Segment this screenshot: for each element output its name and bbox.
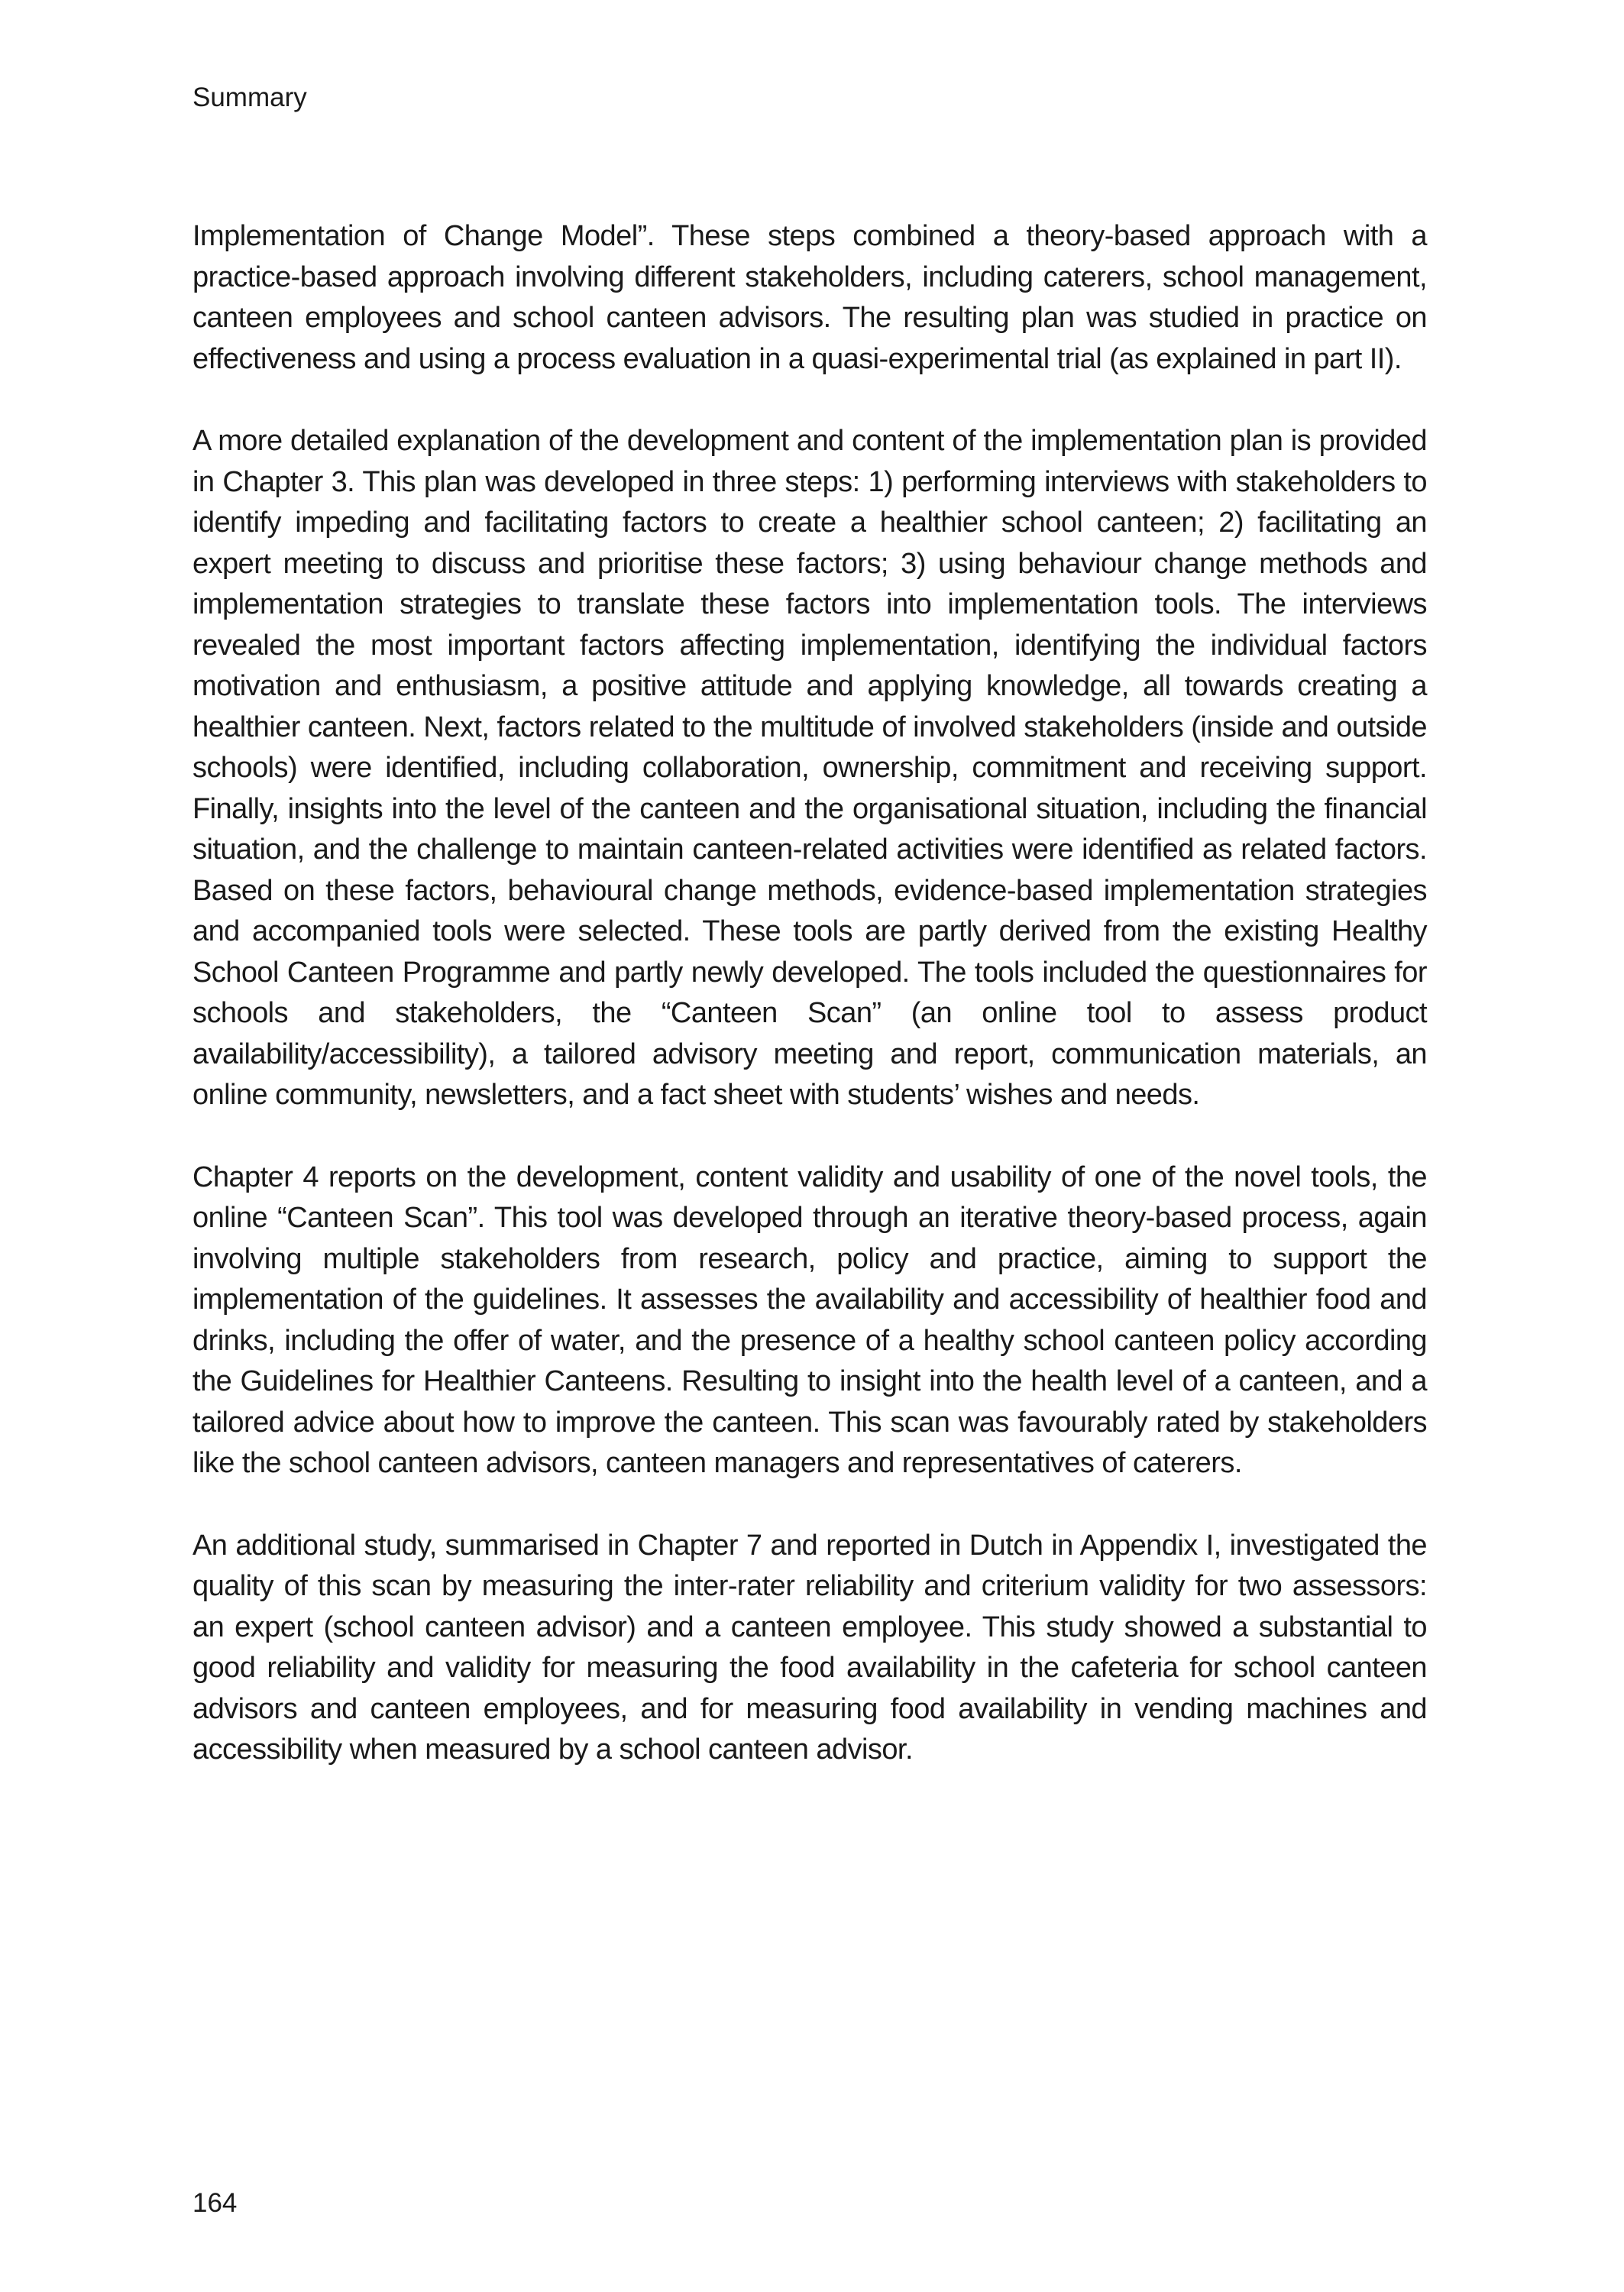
paragraph-chapter-3: A more detailed explanation of the development and content of the implementation plan is provided in Chapter 3. This plan was developed in three steps: 1) performing interviews with stakeholders to identify impeding and facilitating factors to create a healthier school canteen; 2) facilitating an expert meeting to discuss and prioritise these factors; 3) using behaviour change methods and implementation strategies to translate these factors into implementation tools. The interviews revealed the most important factors affecting implementation, identifying the individual factors motivation and enthusiasm, a positive attitude and applying knowledge, all towards creating a healthier canteen. Next, factors related to the multitude of involved stakeholders (inside and outside schools) were identified, including collaboration, ownership, commitment and receiving support. Finally, insights into the level of the canteen and the organisational situation, including the financial situation, and the challenge to maintain canteen-related activities were identified as related factors. Based on these factors, behavioural change methods, evidence-based implementation strategies and accompanied tools were selected. These tools are partly derived from the existing Healthy School Canteen Programme and partly newly developed. The tools included the questionnaires for schools and stakeholders, the “Canteen Scan” (an online tool to assess product availability/accessibility), a tailored advisory meeting and report, communication materials, an online community, newsletters, and a fact sheet with students’ wishes and needs. [192,425,1427,1111]
paragraph-continuation: Implementation of Change Model”. These steps combined a theory-based approach with a practice-based approach involving different stakeholders, including caterers, school management, canteen employees and school canteen advisors. The resulting plan was studied in practice on effectiveness and using a process evaluation in a quasi-experimental trial (as explained in part II). [192,220,1427,375]
paragraph-chapter-4: Chapter 4 reports on the development, content validity and usability of one of the novel tools, the online “Canteen Scan”. This tool was developed through an iterative theory-based process, again involving multiple stakeholders from research, policy and practice, aiming to support the implementation of the guidelines. It assesses the availability and accessibility of healthier food and drinks, including the offer of water, and the presence of a healthy school canteen policy according the Guidelines for Healthier Canteens. Resulting to insight into the health level of a canteen, and a tailored advice about how to improve the canteen. This scan was favourably rated by stakeholders like the school canteen advisors, canteen managers and representatives of caterers. [192,1161,1427,1479]
body-text [192,216,1427,1812]
paragraph-additional-study: An additional study, summarised in Chapter 7 and reported in Dutch in Appendix I, investigated the quality of this scan by measuring the inter-rater reliability and criterium validity for two assessors: an expert (school canteen advisor) and a canteen employee. This study showed a substantial to good reliability and validity for measuring the food availability in the cafeteria for school canteen advisors and canteen employees, and for measuring food availability in vending machines and accessibility when measured by a school canteen advisor. [192,1529,1427,1766]
page-number: 164 [192,2188,238,2218]
running-head: Summary [192,83,307,112]
